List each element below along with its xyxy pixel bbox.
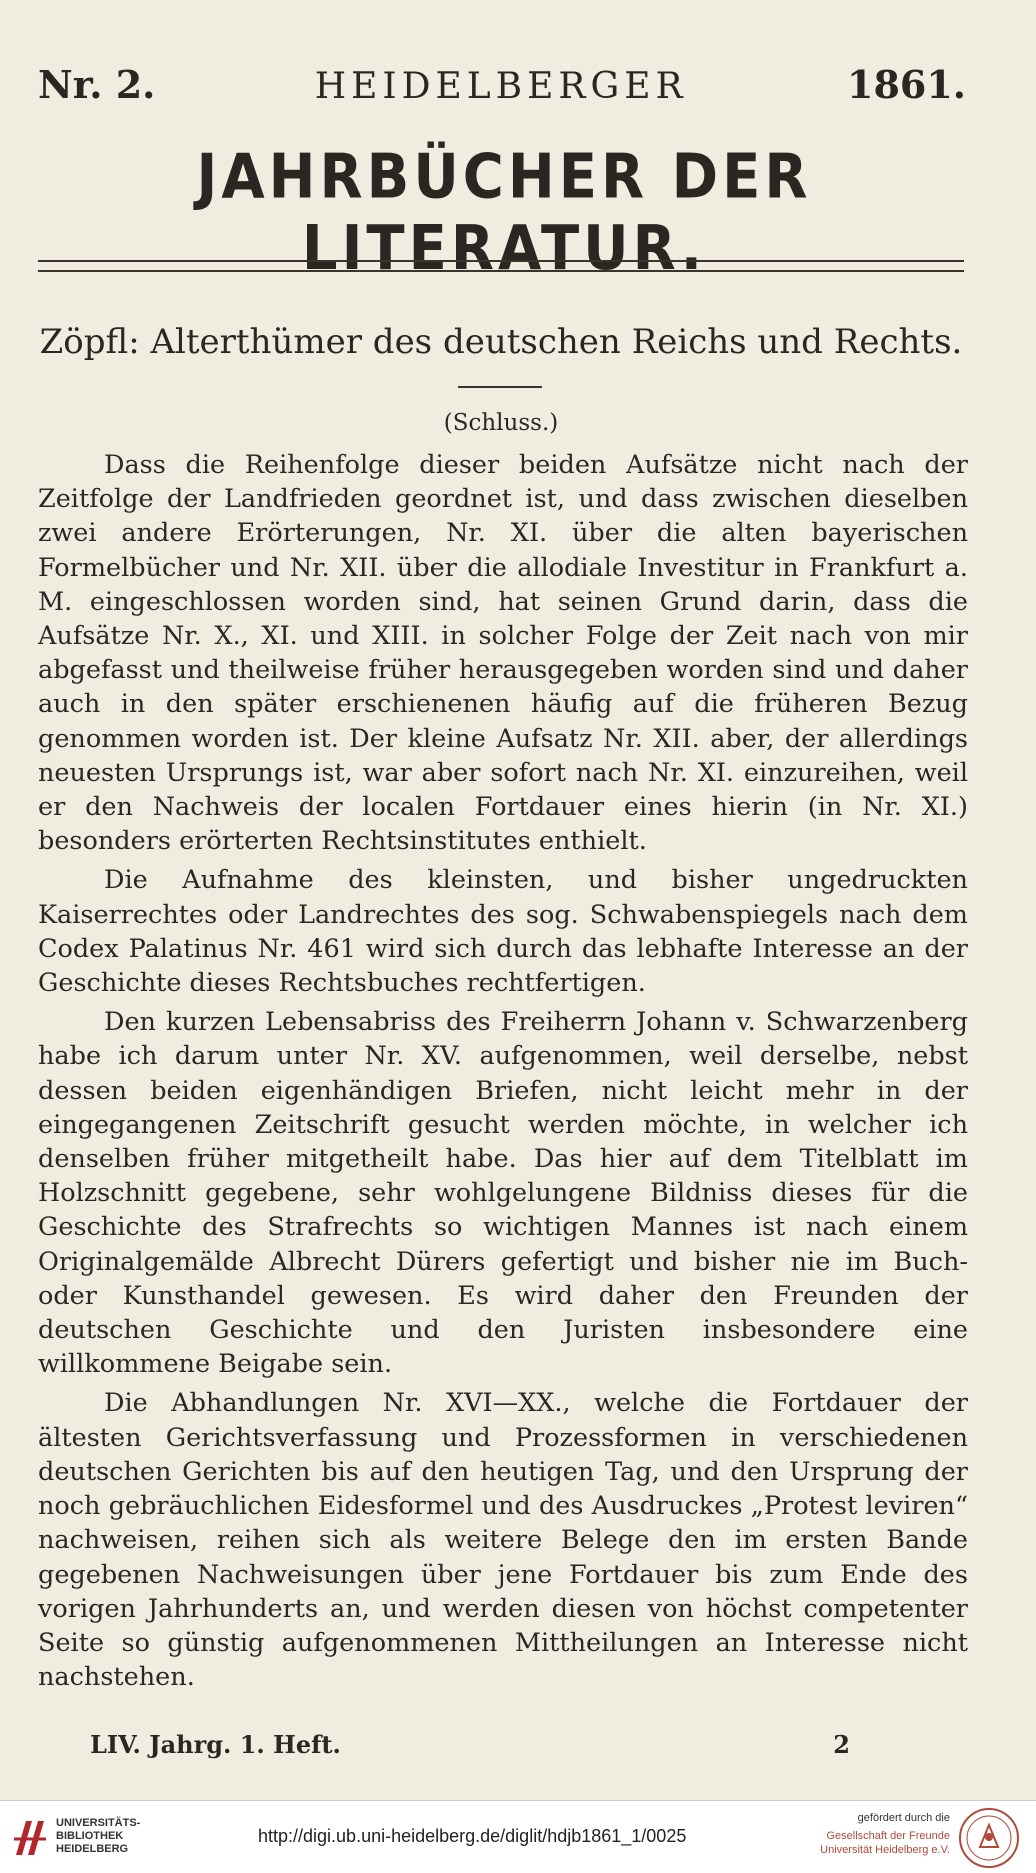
- paragraph-1: Dass die Reihenfolge dieser beiden Aufsätze nicht nach der Zeitfolge der Landfrieden geordnet ist, und dass zwischen dieselben zwei andere Erörterungen, Nr. XI. über die alten bayerischen Formelbücher und Nr. XII. über die allodiale Investitur in Frankfurt a. M. eingeschlossen worden sind, hat seinen Grund darin, dass die Aufsätze Nr. X., XI. und XIII. in solcher Folge der Zeit nach von mir abgefasst und theilweise früher herausgegeben worden sind und daher auch in den später erschienenen häufig auf die früheren Bezug genommen worden ist. Der kleine Aufsatz Nr. XII. aber, der allerdings neuesten Ursprungs ist, war aber sofort nach Nr. XI. einzureihen, weil er den Nachweis der localen Fortdauer eines hierin (in Nr. XI.) besonders erörterten Rechtsinstitutes enthielt.: [38, 450, 968, 857]
- library-line-2: BIBLIOTHEK: [56, 1830, 124, 1842]
- sponsor-line-2: Universität Heidelberg e.V.: [820, 1844, 950, 1856]
- library-line-3: HEIDELBERG: [56, 1843, 129, 1855]
- continuation-note: (Schluss.): [443, 410, 559, 436]
- running-header: [38, 62, 966, 107]
- year: 1861.: [847, 62, 966, 107]
- library-line-1: UNIVERSITÄTS-: [56, 1817, 141, 1829]
- sheet-number: 2: [833, 1730, 850, 1759]
- university-seal-icon: [958, 1807, 1020, 1869]
- title-double-rule: [38, 260, 964, 272]
- issue-number: Nr. 2.: [38, 62, 156, 107]
- journal-city: HEIDELBERGER: [314, 66, 688, 107]
- permalink-url[interactable]: http://digi.ub.uni-heidelberg.de/diglit/hdjb1861_1/0025: [258, 1826, 687, 1846]
- viewer-bottom-bar: [0, 1800, 1036, 1873]
- library-logo-icon[interactable]: [12, 1815, 50, 1859]
- sponsor-line-1: Gesellschaft der Freunde: [826, 1830, 950, 1842]
- paragraph-4: Die Abhandlungen Nr. XVI—XX., welche die Fortdauer der ältesten Gerichtsverfassung und Prozessformen in verschiedenen deutschen Gerichten bis auf den heutigen Tag, und den Ursprung der noch gebräuchlichen Eidesformel und des Ausdruckes „Protest leviren“ nachweisen, reihen sich als weitere Belege den im ersten Bande gegebenen Nachweisungen über jene Fortdauer bis zum Ende des vorigen Jahrhunderts an, und werden diesen von höchst competenter Seite so günstig aufgenommenen Mittheilungen an Interesse nicht nachstehen.: [38, 1388, 968, 1693]
- article-body: [38, 448, 968, 1694]
- journal-title: JAHRBÜCHER DER LITERATUR.: [196, 141, 812, 285]
- sponsor-credit[interactable]: [800, 1811, 950, 1857]
- sponsor-label: gefördert durch die: [857, 1812, 950, 1824]
- page-footer: [90, 1730, 850, 1759]
- paragraph-2: Die Aufnahme des kleinsten, und bisher ungedruckten Kaiserrechtes oder Landrechtes des sog. Schwabenspiegels nach dem Codex Palatinus Nr. 461 wird sich durch das lebhafte Interesse an der Geschichte dieses Rechtsbuches rechtfertigen.: [38, 865, 968, 999]
- library-name[interactable]: [56, 1817, 216, 1856]
- title-short-rule: [458, 386, 542, 388]
- paragraph-3: Den kurzen Lebensabriss des Freiherrn Johann v. Schwarzenberg habe ich darum unter Nr. XV. aufgenommen, weil derselbe, nebst dessen beiden eigenhändigen Briefen, nicht leicht mehr in der eingegangenen Zeitschrift gesucht werden möchte, in welcher ich denselben früher mitgetheilt habe. Das hier auf dem Titelblatt im Holzschnitt gegebene, sehr wohlgelungene Bildniss dieses für die Geschichte des Strafrechts so wichtigen Mannes ist nach einem Originalgemälde Albrecht Dürers gefertigt und bisher nie im Buch- oder Kunsthandel gewesen. Es wird daher den Freunden der deutschen Geschichte und den Juristen insbesondere eine willkommene Beigabe sein.: [38, 1007, 968, 1380]
- volume-signature: LIV. Jahrg. 1. Heft.: [90, 1730, 341, 1759]
- article-title: Zöpfl: Alterthümer des deutschen Reichs und Rechts.: [39, 322, 963, 362]
